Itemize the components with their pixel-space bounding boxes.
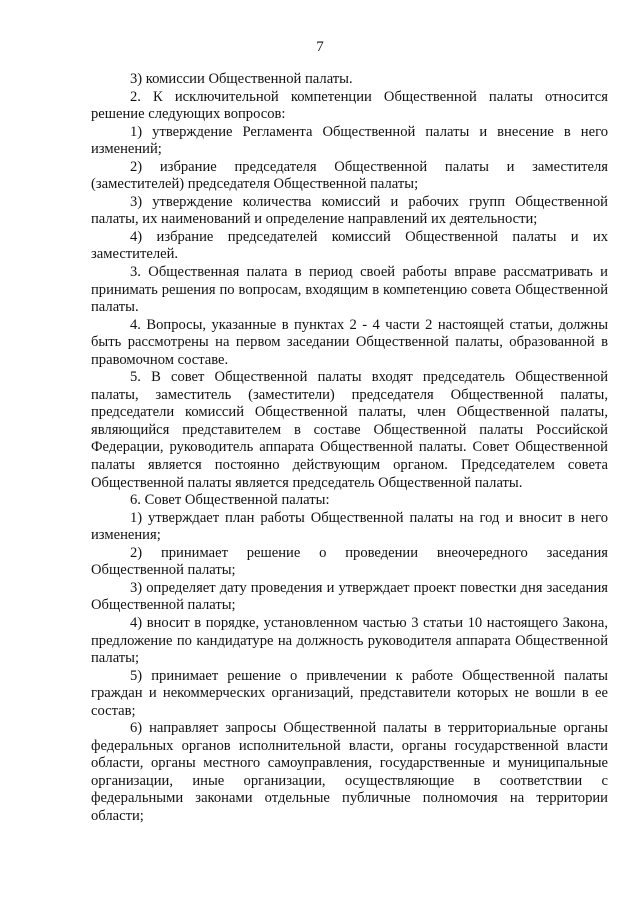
paragraph-item-3-commissions: 3) комиссии Общественной палаты.	[130, 71, 353, 87]
paragraph-part-4-first-session: 4. Вопросы, указанные в пунктах 2 - 4 части 2 настоящей статьи, должны быть рассмотрены на первом заседании Общественной палаты, образованной в правомочном составе.	[91, 316, 608, 368]
page-number: 7	[316, 39, 324, 55]
paragraph-council-item-6-requests: 6) направляет запросы Общественной палаты в территориальные органы федеральных органов исполнительной власти, органы государственной власти области, органы местного самоуправления, государственные и муниципальные организации, иные организации, осуществляющие в соответствии с федеральными законами отдельные публичные полномочия на территории области;	[91, 720, 608, 824]
paragraph-part-5-council-composition: 5. В совет Общественной палаты входят председатель Общественной палаты, заместитель (заместители) председателя Общественной палаты, председатели комиссий Общественной палаты, член Общественной палаты, являющийся представителем в составе Общественной палаты Российской Федерации, руководитель аппарата Общественной палаты. Совет Общественной палаты является постоянно действующим органом. Председателем совета Общественной палаты является председатель Общественной палаты.	[91, 369, 608, 491]
paragraph-item-2-chair-election: 2) избрание председателя Общественной палаты и заместителя (заместителей) председателя Общественной палаты;	[91, 158, 608, 193]
paragraph-council-item-2-extraordinary-session: 2) принимает решение о проведении внеочередного заседания Общественной палаты;	[91, 544, 608, 579]
paragraph-council-item-5-involvement: 5) принимает решение о привлечении к работе Общественной палаты граждан и некоммерческих организаций, представители которых не вошли в ее состав;	[91, 667, 608, 719]
paragraph-part-2-exclusive-competence: 2. К исключительной компетенции Общественной палаты относится решение следующих вопросов:	[91, 88, 608, 123]
paragraph-council-item-4-staff-head: 4) вносит в порядке, установленном частью 3 статьи 10 настоящего Закона, предложение по кандидатуре на должность руководителя аппарата Общественной палаты;	[91, 614, 608, 667]
paragraph-item-3-commissions-count: 3) утверждение количества комиссий и рабочих групп Общественной палаты, их наименований и определение направлений их деятельности;	[91, 193, 608, 228]
paragraph-council-item-1-work-plan: 1) утверждает план работы Общественной палаты на год и вносит в него изменения;	[91, 509, 608, 544]
document-body	[91, 71, 608, 826]
paragraph-item-4-commission-chairs: 4) избрание председателей комиссий Общественной палаты и их заместителей.	[91, 228, 608, 263]
paragraph-part-6-council: 6. Совет Общественной палаты:	[130, 492, 330, 509]
paragraph-council-item-3-agenda: 3) определяет дату проведения и утверждает проект повестки дня заседания Общественной палаты;	[91, 579, 608, 614]
paragraph-part-3-chamber-rights: 3. Общественная палата в период своей работы вправе рассматривать и принимать решения по вопросам, входящим в компетенцию совета Общественной палаты.	[91, 264, 608, 316]
paragraph-item-1-regulations: 1) утверждение Регламента Общественной палаты и внесение в него изменений;	[91, 123, 608, 158]
